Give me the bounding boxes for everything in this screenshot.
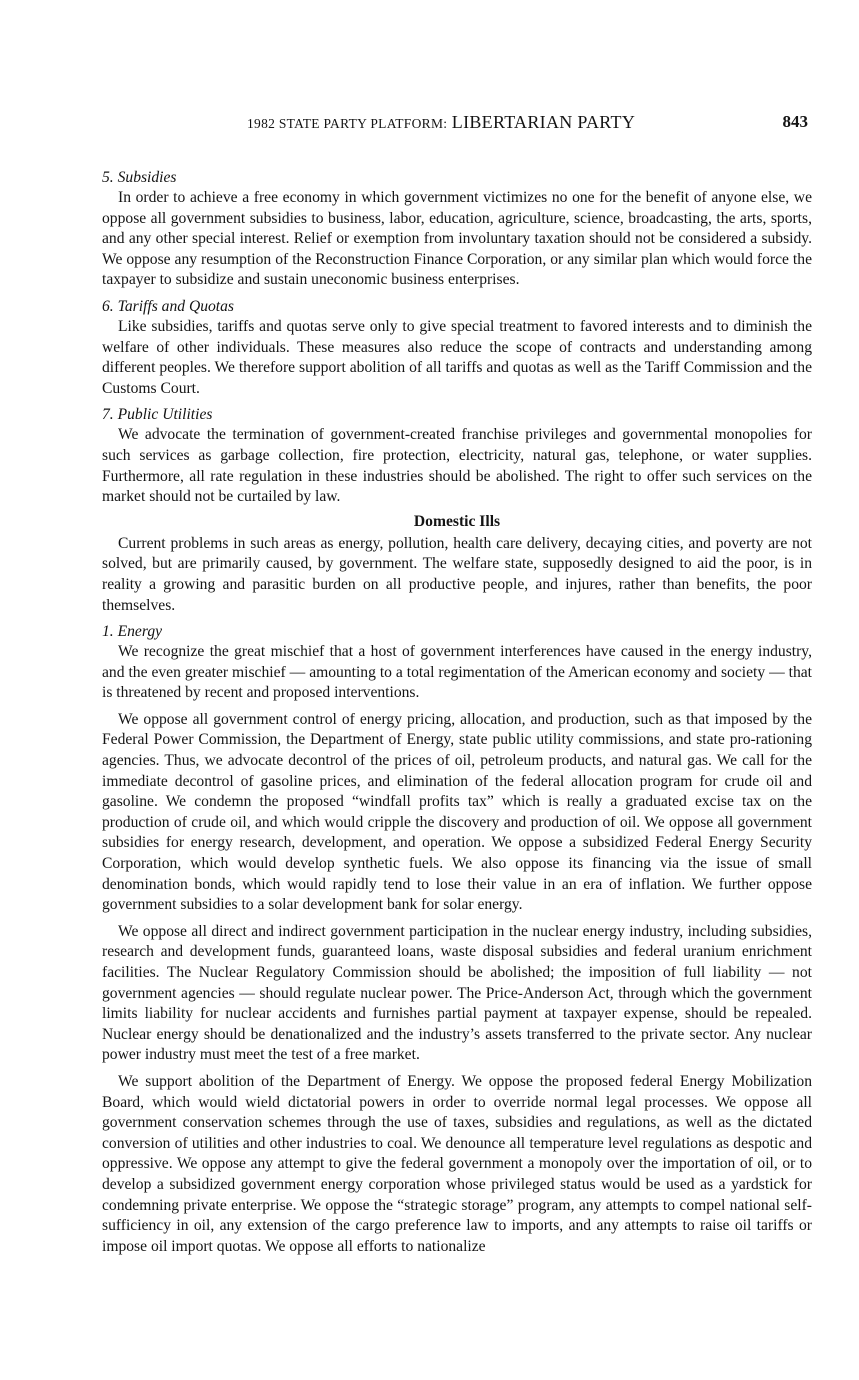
section-public-utilities bbox=[102, 405, 812, 507]
header-title bbox=[247, 112, 635, 133]
paragraph: We oppose all government control of energy pricing, allocation, and production, such as that imposed by the Federal Power Commission, the Department of Energy, state public utility commissions, and state pro-rationing agencies. Thus, we advocate decontrol of the prices of oil, petroleum products, and natural gas. We call for the immediate decontrol of gasoline prices, and elimination of the federal allocation program for crude oil and gasoline. We condemn the proposed “windfall profits tax” which is really a graduated excise tax on the production of crude oil, and which would cripple the discovery and production of oil. We oppose all government subsidies for energy research, development, and operation. We oppose a subsidized Federal Energy Security Corporation, which would develop synthetic fuels. We also oppose its financing via the issue of small denomination bonds, which would rapidly tend to lose their value in an era of inflation. We further oppose government subsidies to a solar development bank for solar energy. bbox=[102, 710, 812, 914]
section-subsidies bbox=[102, 168, 812, 291]
document-page bbox=[102, 112, 812, 1257]
section-heading: 6. Tariffs and Quotas bbox=[102, 297, 235, 315]
section-heading: 5. Subsidies bbox=[102, 169, 177, 186]
section-heading: 7. Public Utilities bbox=[102, 406, 213, 424]
domestic-ills-intro: Current problems in such areas as energy, pollution, health care delivery, decaying cities, and poverty are not solved, but are primarily caused, by government. The welfare state, supposedly designed to aid the poor, is in reality a growing and parasitic burden on all productive people, and injures, rather than benefits, the poor themselves. bbox=[102, 534, 812, 614]
running-header bbox=[102, 112, 812, 142]
section-energy bbox=[102, 622, 812, 1257]
paragraph: We advocate the termination of government-created franchise privileges and governmental monopolies for such services as garbage collection, fire protection, electricity, natural gas, telephone, or water supplies. Furthermore, all rate regulation in these industries should be abolished. The right to offer such services on the market should not be curtailed by law. bbox=[102, 426, 812, 506]
paragraph: We oppose all direct and indirect government participation in the nuclear energy industry, including subsidies, research and development funds, guaranteed loans, waste disposal subsidies and federal uranium enrichment facilities. The Nuclear Regulatory Commission should be abolished; the imposition of full liability — not government agencies — should regulate nuclear power. The Price-Anderson Act, through which the government limits liability for nuclear accidents and furnishes partial payment at taxpayer expense, should be repealed. Nuclear energy should be denationalized and the industry’s assets transferred to the private sector. Any nuclear power industry must meet the test of a free market. bbox=[102, 922, 812, 1064]
paragraph: Like subsidies, tariffs and quotas serve only to give special treatment to favored interests and to diminish the welfare of other individuals. These measures also reduce the scope of contracts and understanding among different peoples. We therefore support abolition of all tariffs and quotas as well as the Tariff Commission and the Customs Court. bbox=[102, 317, 812, 397]
section-heading: 1. Energy bbox=[102, 623, 163, 641]
paragraph: We support abolition of the Department of Energy. We oppose the proposed federal Energy Mobilization Board, which would wield dictatorial powers in order to override normal legal processes. We oppose all government conservation schemes through the use of taxes, subsidies and regulations, as well as the dictated conversion of utilities and other industries to coal. We denounce all temperature level regulations as despotic and oppressive. We oppose any attempt to give the federal government a monopoly over the importation of oil, or to develop a subsidized government energy corporation whose privileged status would be used as a yardstick for condemning private enterprise. We oppose the “strategic storage” program, any attempts to compel national self-sufficiency in oil, any extension of the cargo preference law to imports, and any attempts to raise oil tariffs or impose oil import quotas. We oppose all efforts to nationalize bbox=[102, 1072, 812, 1255]
header-title-prefix: 1982 STATE PARTY PLATFORM: bbox=[247, 116, 448, 131]
domestic-ills-heading: Domestic Ills bbox=[413, 512, 501, 530]
paragraph: In order to achieve a free economy in which government victimizes no one for the benefit of anyone else, we oppose all government subsidies to business, labor, education, agriculture, science, broadcasting, the arts, sports, and any other special interest. Relief or exemption from involuntary taxation should not be considered a subsidy. We oppose any resumption of the Reconstruction Finance Corporation, or any similar plan which would force the taxpayer to subsidize and sustain uneconomic business enterprises. bbox=[102, 189, 812, 289]
paragraph: We recognize the great mischief that a host of government interferences have caused in the energy industry, and the even greater mischief — amounting to a total regimentation of the American economy and society — that is threatened by recent and proposed interventions. bbox=[102, 643, 812, 702]
section-tariffs-quotas bbox=[102, 297, 812, 399]
page-number: 843 bbox=[782, 112, 808, 131]
header-title-main: LIBERTARIAN PARTY bbox=[451, 112, 636, 132]
